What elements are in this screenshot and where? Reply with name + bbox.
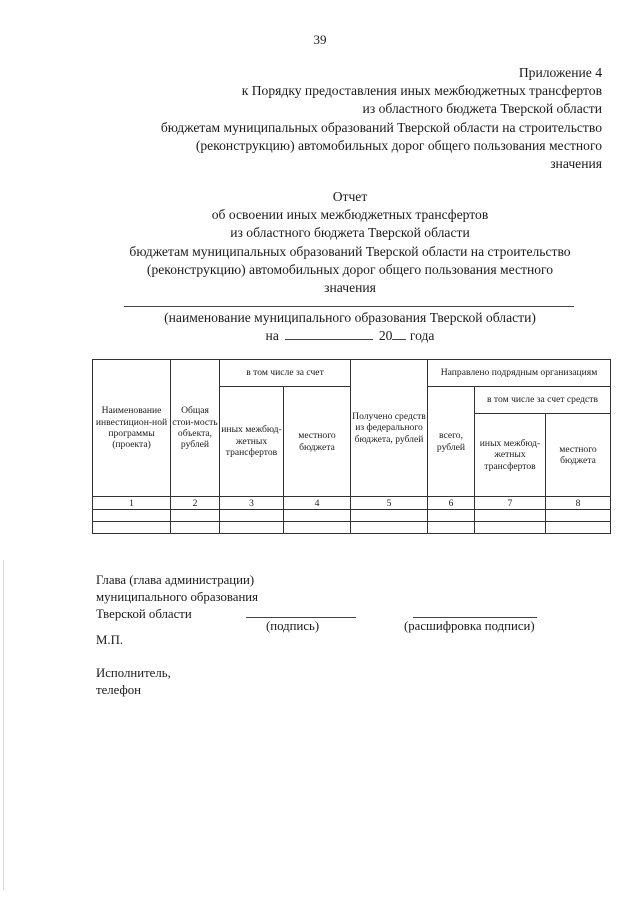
table-row xyxy=(93,522,611,534)
table-cell[interactable] xyxy=(475,522,546,534)
page-number: 39 xyxy=(313,32,327,47)
header-received-federal: Получено средств из федерального бюджета, рублей xyxy=(351,360,428,497)
table-cell[interactable] xyxy=(428,510,475,522)
appendix-line: (реконструкцию) автомобильных дорог общего пользования местного xyxy=(195,137,602,153)
header-total-cost: Общая стои-мость объекта, рублей xyxy=(171,360,220,497)
executor-line: телефон xyxy=(96,683,142,697)
report-title-line: (реконструкцию) автомобильных дорог общего пользования местного xyxy=(146,261,554,277)
appendix-line: значения xyxy=(550,156,602,172)
table-cell[interactable] xyxy=(428,522,475,534)
appendix-header xyxy=(82,64,602,173)
table-cell[interactable] xyxy=(171,522,220,534)
table-row xyxy=(93,510,611,522)
date-blank[interactable] xyxy=(285,327,373,340)
column-number: 3 xyxy=(220,497,284,510)
column-number: 8 xyxy=(546,497,611,510)
report-title xyxy=(60,188,640,297)
date-prefix: на xyxy=(265,328,279,343)
scan-edge-mark xyxy=(3,560,4,890)
column-number: 6 xyxy=(428,497,475,510)
table-cell[interactable] xyxy=(93,510,171,522)
head-signature-block xyxy=(96,572,258,623)
table-cell[interactable] xyxy=(351,522,428,534)
seal-placeholder: М.П. xyxy=(96,633,124,647)
date-suffix: года xyxy=(409,328,435,343)
head-title-line: Тверской области xyxy=(96,607,192,621)
table-cell[interactable] xyxy=(171,510,220,522)
table-cell[interactable] xyxy=(546,510,611,522)
header-directed-group: Направлено подрядным организациям xyxy=(428,360,611,387)
year-blank[interactable] xyxy=(392,327,406,340)
table-cell[interactable] xyxy=(93,522,171,534)
table-cell[interactable] xyxy=(284,522,351,534)
report-table xyxy=(92,359,611,534)
column-numbers-row xyxy=(93,497,611,510)
signature-caption: (подпись) xyxy=(266,619,320,633)
column-number: 7 xyxy=(475,497,546,510)
table-cell[interactable] xyxy=(220,510,284,522)
municipality-name-blank[interactable] xyxy=(124,306,574,307)
table-cell[interactable] xyxy=(220,522,284,534)
signature-decoding-caption: (расшифровка подписи) xyxy=(404,619,535,633)
column-number: 1 xyxy=(93,497,171,510)
appendix-line: из областного бюджета Тверской области xyxy=(362,101,602,117)
report-title-line: бюджетам муниципальных образований Тверской области на строительство xyxy=(129,243,571,259)
head-title-line: Глава (глава администрации) xyxy=(96,573,255,587)
appendix-line: бюджетам муниципальных образований Тверской области на строительство xyxy=(160,119,602,135)
header-local-budget-2: местного бюджета xyxy=(546,414,611,497)
column-number: 4 xyxy=(284,497,351,510)
header-total-rub: всего, рублей xyxy=(428,387,475,497)
appendix-line: Приложение 4 xyxy=(518,65,602,80)
column-number: 5 xyxy=(351,497,428,510)
report-date-line xyxy=(60,327,640,345)
year-prefix: 20 xyxy=(378,328,393,343)
executor-line: Исполнитель, xyxy=(96,666,171,680)
table-cell[interactable] xyxy=(546,522,611,534)
municipality-name-caption: (наименование муниципального образования Тверской области) xyxy=(164,310,536,325)
header-local-budget: местного бюджета xyxy=(284,387,351,497)
table-cell[interactable] xyxy=(351,510,428,522)
header-including-funds-group: в том числе за счет средств xyxy=(475,387,611,414)
executor-block xyxy=(96,665,171,699)
report-title-line: об освоении иных межбюджетных трансфертов xyxy=(211,207,489,223)
table-cell[interactable] xyxy=(475,510,546,522)
table-cell[interactable] xyxy=(284,510,351,522)
report-title-line: значения xyxy=(324,280,376,296)
header-program-name: Наименование инвестицион-ной программы (проекта) xyxy=(93,360,171,497)
header-other-transfers-2: иных межбюд-жетных трансфертов xyxy=(475,414,546,497)
report-title-line: Отчет xyxy=(332,189,368,204)
header-including-group: в том числе за счет xyxy=(220,360,351,387)
column-number: 2 xyxy=(171,497,220,510)
head-title-line: муниципального образования xyxy=(96,590,259,604)
header-other-transfers: иных межбюд-жетных трансфертов xyxy=(220,387,284,497)
report-title-line: из областного бюджета Тверской области xyxy=(230,225,470,241)
appendix-line: к Порядку предоставления иных межбюджетных трансфертов xyxy=(241,83,602,99)
